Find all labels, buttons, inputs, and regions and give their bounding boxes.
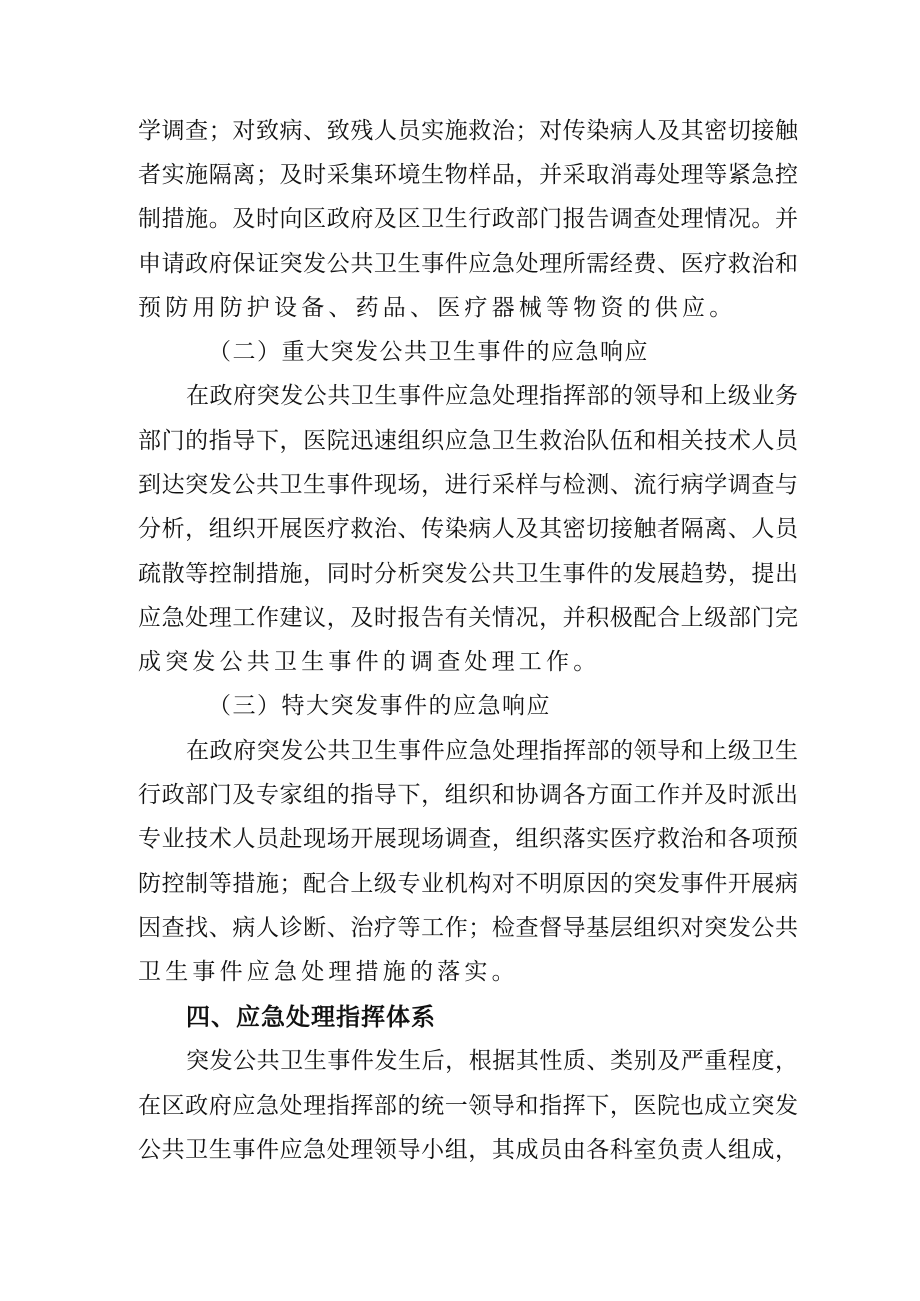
section-heading: 四、应急处理指挥体系 xyxy=(186,1003,436,1031)
paragraph-line: 制措施。及时向区政府及区卫生行政部门报告调查处理情况。并 xyxy=(138,206,798,232)
paragraph-line: 公共卫生事件应急处理领导小组，其成员由各科室负责人组成， xyxy=(138,1137,798,1163)
paragraph-line: 成突发公共卫生事件的调查处理工作。 xyxy=(138,649,601,675)
paragraph-line: 卫生事件应急处理措施的落实。 xyxy=(138,959,519,985)
paragraph-line: 分析，组织开展医疗救治、传染病人及其密切接触者隔离、人员 xyxy=(138,516,798,542)
paragraph-line: 预防用防护设备、药品、医疗器械等物资的供应。 xyxy=(138,295,737,321)
paragraph-line: 突发公共卫生事件发生后，根据其性质、类别及严重程度， xyxy=(186,1048,798,1074)
paragraph-line: 在政府突发公共卫生事件应急处理指挥部的领导和上级卫生 xyxy=(186,738,798,764)
paragraph-line: 部门的指导下，医院迅速组织应急卫生救治队伍和相关技术人员 xyxy=(138,428,798,454)
subheading-major-response: （二）重大突发公共卫生事件的应急响应 xyxy=(208,339,649,365)
paragraph-line: 行政部门及专家组的指导下，组织和协调各方面工作并及时派出 xyxy=(138,782,798,808)
paragraph-line: 疏散等控制措施，同时分析突发公共卫生事件的发展趋势，提出 xyxy=(138,561,798,587)
paragraph-line: 到达突发公共卫生事件现场，进行采样与检测、流行病学调查与 xyxy=(138,472,798,498)
paragraph-line: 在政府突发公共卫生事件应急处理指挥部的领导和上级业务 xyxy=(186,383,798,409)
paragraph-line: 学调查；对致病、致残人员实施救治；对传染病人及其密切接触 xyxy=(138,118,798,144)
paragraph-line: 应急处理工作建议，及时报告有关情况，并积极配合上级部门完 xyxy=(138,605,798,631)
paragraph-line: 专业技术人员赴现场开展现场调查，组织落实医疗救治和各项预 xyxy=(138,826,798,852)
paragraph-line: 在区政府应急处理指挥部的统一领导和指挥下，医院也成立突发 xyxy=(138,1093,798,1119)
paragraph-line: 防控制等措施；配合上级专业机构对不明原因的突发事件开展病 xyxy=(138,871,798,897)
paragraph-line: 申请政府保证突发公共卫生事件应急处理所需经费、医疗救治和 xyxy=(138,251,798,277)
paragraph-line: 者实施隔离；及时采集环境生物样品，并采取消毒处理等紧急控 xyxy=(138,162,798,188)
paragraph-line: 因查找、病人诊断、治疗等工作；检查督导基层组织对突发公共 xyxy=(138,915,798,941)
subheading-extraordinary-response: （三）特大突发事件的应急响应 xyxy=(208,693,551,719)
